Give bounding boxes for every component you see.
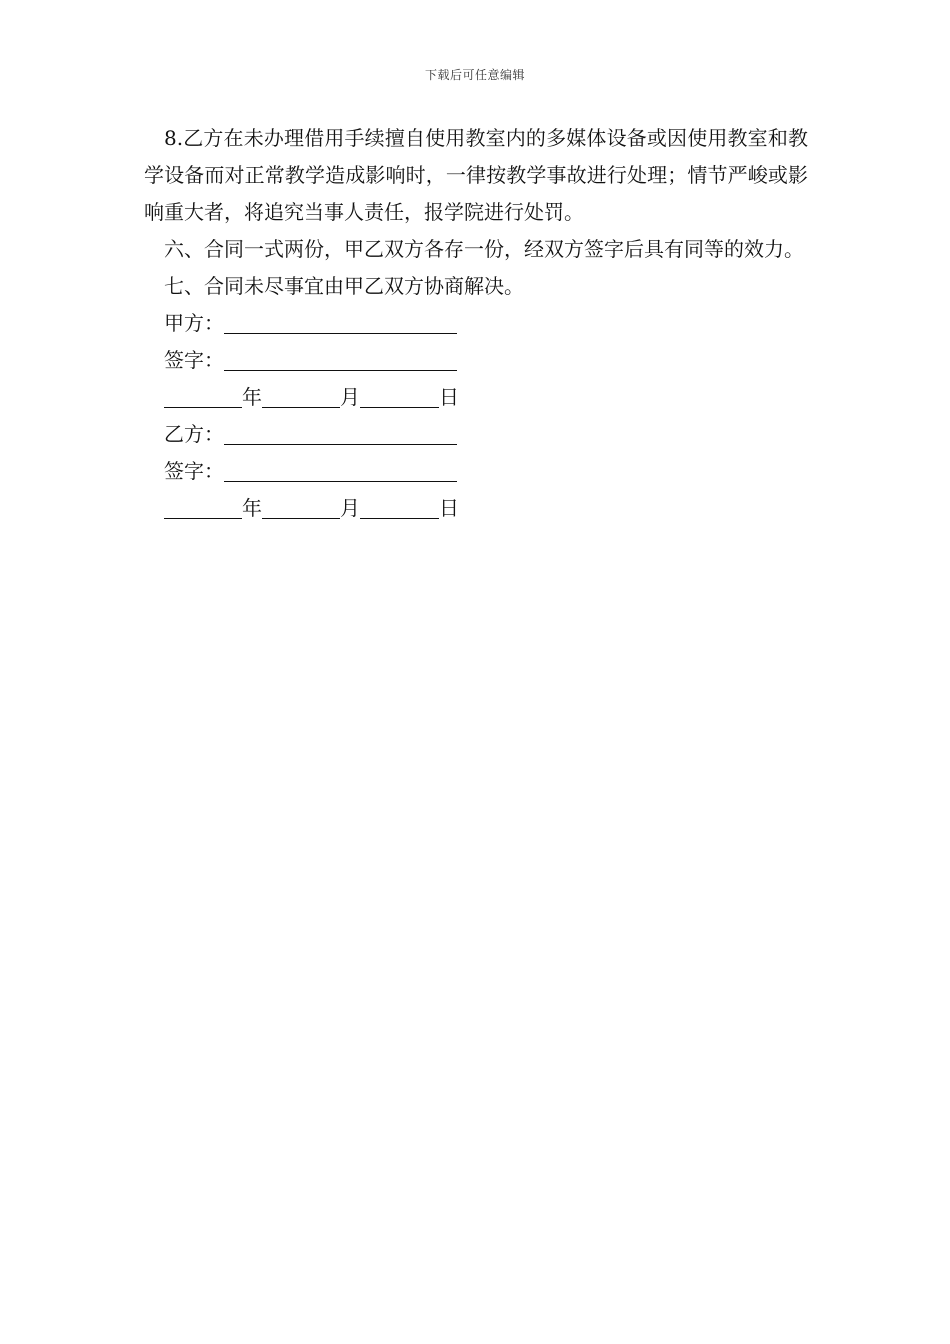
party-b-year-blank[interactable] <box>164 496 242 519</box>
party-b-date-line <box>144 490 808 527</box>
party-b-line <box>144 416 808 453</box>
party-a-day-label: 日 <box>439 385 459 409</box>
document-body <box>144 120 808 527</box>
party-b-month-blank[interactable] <box>262 496 340 519</box>
clause-6-paragraph: 六、合同一式两份，甲乙双方各存一份，经双方签字后具有同等的效力。 <box>164 237 804 261</box>
party-b-sign-label: 签字： <box>164 459 224 483</box>
page-header: 下载后可任意编辑 <box>424 68 525 82</box>
party-b-sign-blank[interactable] <box>224 459 457 482</box>
party-a-month-label: 月 <box>340 385 360 409</box>
party-a-day-blank[interactable] <box>360 385 439 408</box>
clause-8-paragraph: 8.乙方在未办理借用手续擅自使用教室内的多媒体设备或因使用教室和教学设备而对正常教学造成影响时，一律按教学事故进行处理；情节严峻或影响重大者，将追究当事人责任，报学院进行处罚。 <box>144 126 808 224</box>
party-a-line <box>144 305 808 342</box>
party-a-date-line <box>144 379 808 416</box>
party-a-blank[interactable] <box>224 311 457 334</box>
party-b-sign-line <box>144 453 808 490</box>
party-a-sign-label: 签字： <box>164 348 224 372</box>
party-a-month-blank[interactable] <box>262 385 340 408</box>
party-a-sign-blank[interactable] <box>224 348 457 371</box>
party-b-label: 乙方： <box>164 422 224 446</box>
party-a-sign-line <box>144 342 808 379</box>
party-a-year-label: 年 <box>242 385 262 409</box>
party-b-day-blank[interactable] <box>360 496 439 519</box>
party-b-year-label: 年 <box>242 496 262 520</box>
clause-7-paragraph: 七、合同未尽事宜由甲乙双方协商解决。 <box>164 274 524 298</box>
party-a-year-blank[interactable] <box>164 385 242 408</box>
party-b-day-label: 日 <box>439 496 459 520</box>
party-b-blank[interactable] <box>224 422 457 445</box>
party-b-month-label: 月 <box>340 496 360 520</box>
party-a-label: 甲方： <box>164 311 224 335</box>
